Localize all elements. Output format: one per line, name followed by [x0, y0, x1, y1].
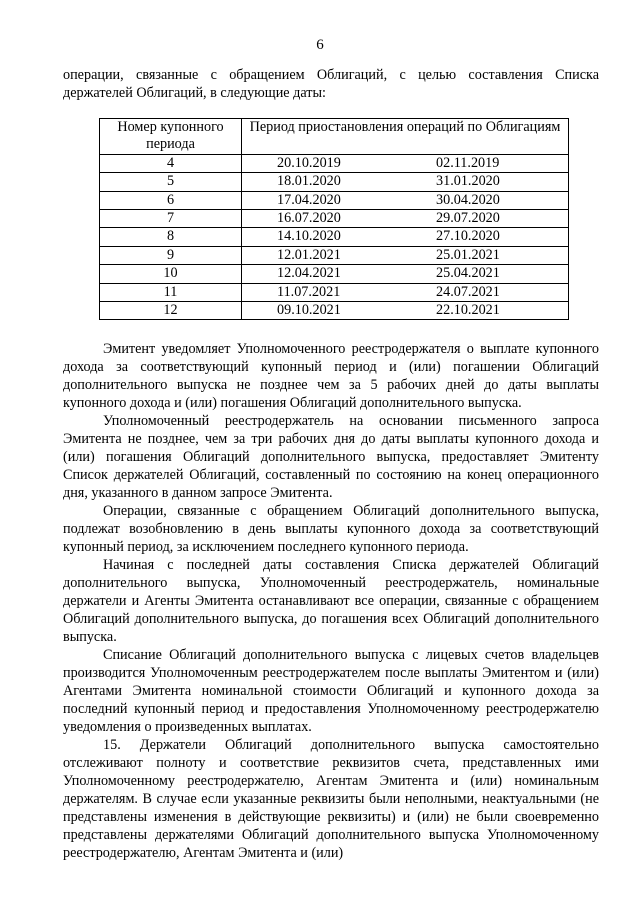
cell-start-date: 18.01.2020 [242, 173, 406, 191]
cell-period-number: 6 [100, 191, 242, 209]
table-header-row [100, 119, 569, 155]
cell-end-date: 25.04.2021 [405, 265, 569, 283]
cell-start-date: 11.07.2021 [242, 283, 406, 301]
paragraph-write-off: Списание Облигаций дополнительного выпуска с лицевых счетов владельцев производится Уполномоченным реестродержателем после выплаты Эмитентом и (или) Агентами Эмитента номинальной стоимости Облигаций и купонного дохода за последний купонный период и предоставления Уполномоченному реестродержателю уведомления о произведенных выплатах. [63, 647, 599, 736]
cell-end-date: 02.11.2019 [405, 154, 569, 172]
intro-paragraph: операции, связанные с обращением Облигаций, с целью составления Списка держателей Облигаций, в следующие даты: [63, 67, 599, 101]
cell-period-number: 12 [100, 302, 242, 320]
cell-start-date: 17.04.2020 [242, 191, 406, 209]
table-row [100, 173, 569, 191]
paragraph-holders-list: Уполномоченный реестродержатель на основании письменного запроса Эмитента не позднее, чем за три рабочих дня до даты выплаты купонного дохода и (или) погашения Облигаций дополнительного выпуска, предоставляет Эмитенту Список держателей Облигаций, составленный по состоянию на конец операционного дня, указанного в данном запросе Эмитента. [63, 413, 599, 502]
cell-period-number: 5 [100, 173, 242, 191]
cell-period-number: 10 [100, 265, 242, 283]
paragraph-issuer-notice: Эмитент уведомляет Уполномоченного реестродержателя о выплате купонного дохода за соответствующий купонный период и (или) погашении Облигаций дополнительного выпуска не позднее чем за 5 рабочих дней до даты выплаты купонного дохода и (или) погашения Облигаций дополнительного выпуска. [63, 341, 599, 412]
page-number: 6 [316, 37, 324, 53]
cell-start-date: 20.10.2019 [242, 154, 406, 172]
table-row [100, 210, 569, 228]
cell-end-date: 25.01.2021 [405, 246, 569, 264]
table-row [100, 191, 569, 209]
paragraph-section-15: 15. Держатели Облигаций дополнительного выпуска самостоятельно отслеживают полноту и соответствие реквизитов счета, представленных ими Уполномоченному реестродержателю, Агентам Эмитента и (или) номинальным держателям. В случае если указанные реквизиты были неполными, неактуальными (не представлены изменения в действующие реквизиты) и (или) не были своевременно представлены держателями Облигаций дополнительного выпуска Уполномоченному реестродержателю, Агентам Эмитента и (или) [63, 737, 599, 862]
cell-start-date: 12.04.2021 [242, 265, 406, 283]
table-row [100, 302, 569, 320]
coupon-suspension-table [99, 118, 569, 320]
header-suspension-period: Период приостановления операций по Облигациям [242, 119, 569, 155]
table-row [100, 265, 569, 283]
table-row [100, 246, 569, 264]
cell-end-date: 22.10.2021 [405, 302, 569, 320]
table-body [100, 154, 569, 320]
cell-start-date: 09.10.2021 [242, 302, 406, 320]
table-row [100, 228, 569, 246]
paragraph-operations-resume: Операции, связанные с обращением Облигаций дополнительного выпуска, подлежат возобновлению в день выплаты купонного дохода за соответствующий купонный период, за исключением последнего купонного периода. [63, 503, 599, 556]
cell-end-date: 24.07.2021 [405, 283, 569, 301]
cell-start-date: 16.07.2020 [242, 210, 406, 228]
cell-start-date: 14.10.2020 [242, 228, 406, 246]
table-row [100, 283, 569, 301]
cell-period-number: 8 [100, 228, 242, 246]
cell-end-date: 31.01.2020 [405, 173, 569, 191]
header-period-number: Номер купонного периода [100, 119, 242, 155]
cell-end-date: 29.07.2020 [405, 210, 569, 228]
cell-start-date: 12.01.2021 [242, 246, 406, 264]
cell-period-number: 11 [100, 283, 242, 301]
cell-period-number: 9 [100, 246, 242, 264]
table-row [100, 154, 569, 172]
paragraph-operations-stop: Начиная с последней даты составления Списка держателей Облигаций дополнительного выпуска, Уполномоченный реестродержатель, номинальные держатели и Агенты Эмитента останавливают все операции, связанные с обращением Облигаций дополнительного выпуска, до погашения всех Облигаций дополнительного выпуска. [63, 557, 599, 646]
document-body [63, 66, 599, 862]
cell-end-date: 27.10.2020 [405, 228, 569, 246]
cell-end-date: 30.04.2020 [405, 191, 569, 209]
cell-period-number: 7 [100, 210, 242, 228]
cell-period-number: 4 [100, 154, 242, 172]
